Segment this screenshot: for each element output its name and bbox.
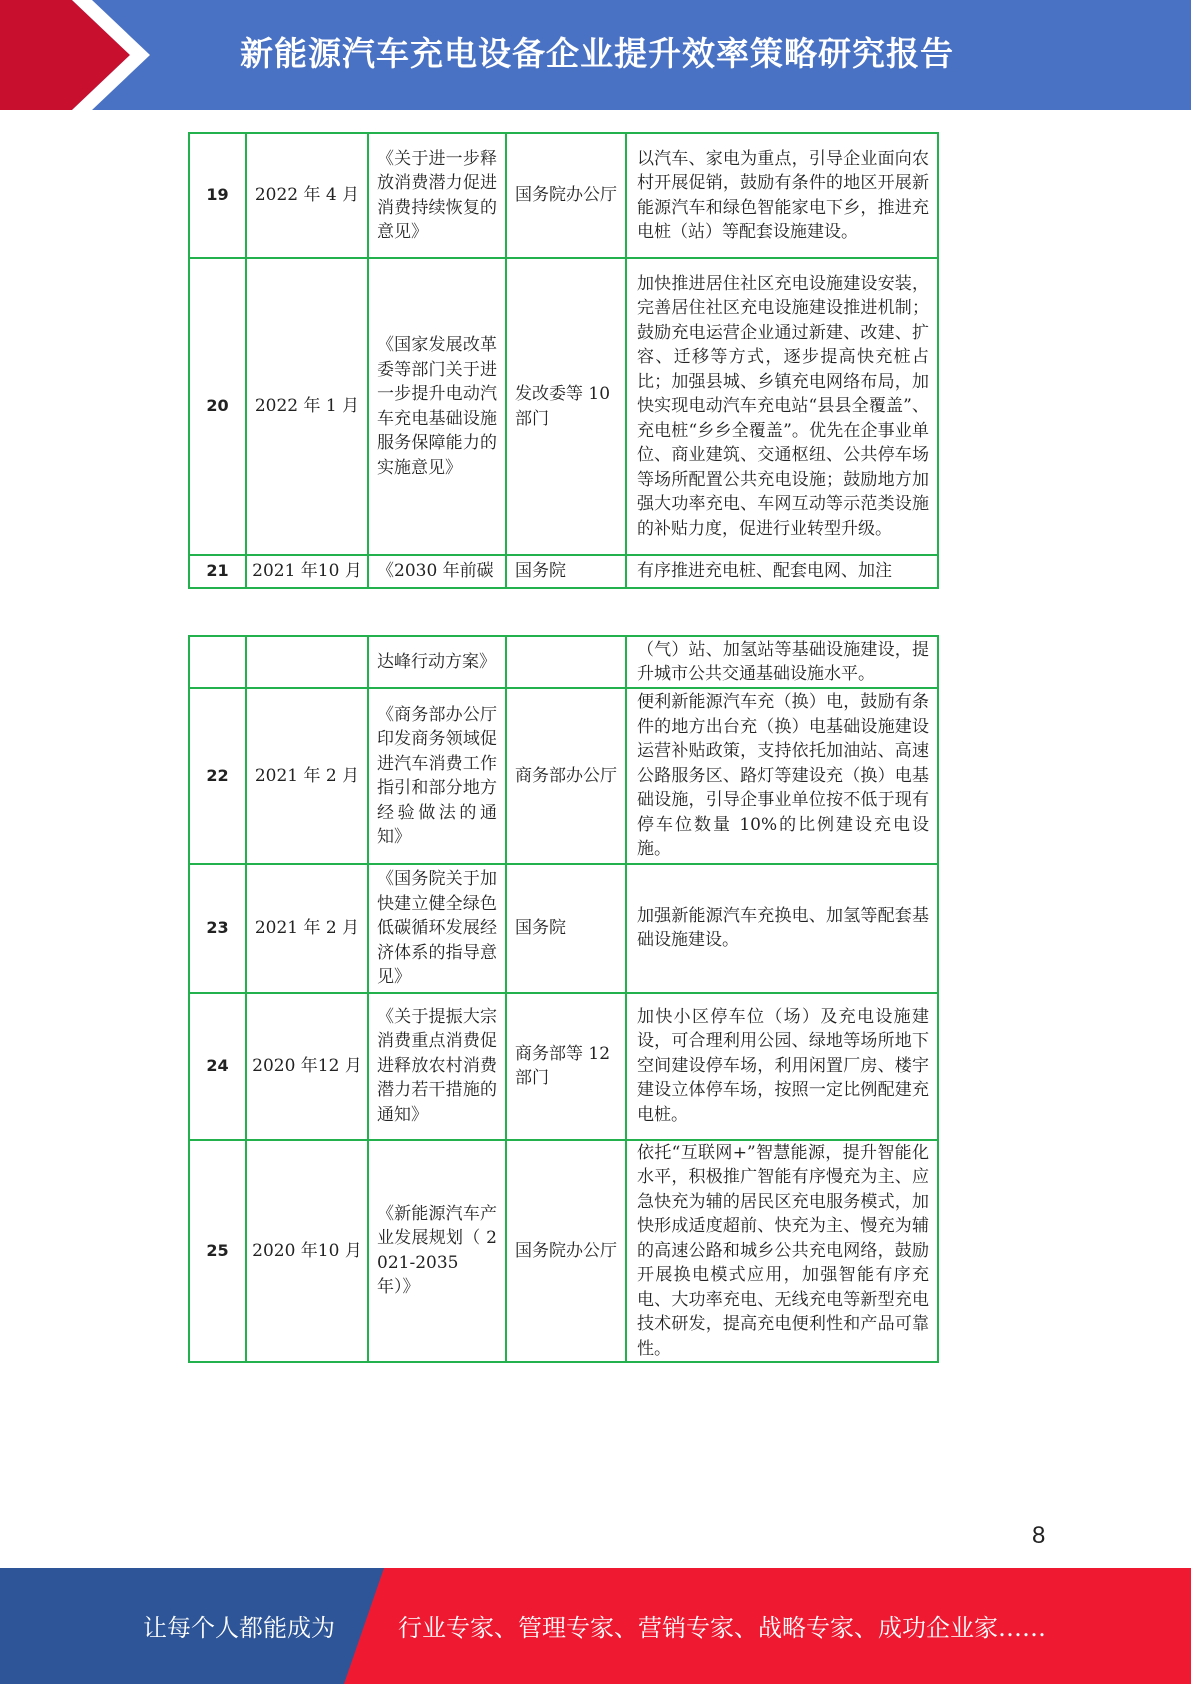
- row-number: 22: [189, 688, 246, 864]
- table-row: [189, 133, 938, 258]
- row-number: 21: [189, 555, 246, 588]
- row-date: 2020 年12 月: [246, 993, 368, 1140]
- row-issuer: 商务部等 12 部门: [506, 993, 626, 1140]
- row-date: 2021 年 2 月: [246, 864, 368, 993]
- row-number: [189, 636, 246, 688]
- policy-table-part-2: [188, 635, 939, 1363]
- row-date: 2020 年10 月: [246, 1140, 368, 1363]
- row-policy-name: 《新能源汽车产业发展规划（ 2021-2035 年）》: [368, 1140, 506, 1363]
- table-row: [189, 555, 938, 588]
- row-policy-name: 《商务部办公厅印发商务领域促进汽车消费工作指引和部分地方经验做法的通知》: [368, 688, 506, 864]
- table-row: [189, 993, 938, 1140]
- row-policy-name: 《国家发展改革委等部门关于进一步提升电动汽车充电基础设施服务保障能力的实施意见》: [368, 258, 506, 555]
- row-issuer: 商务部办公厅: [506, 688, 626, 864]
- table-row: [189, 864, 938, 993]
- row-number: 24: [189, 993, 246, 1140]
- row-content: （气）站、加氢站等基础设施建设，提升城市公共交通基础设施水平。: [626, 636, 938, 688]
- row-issuer: [506, 636, 626, 688]
- row-content: 有序推进充电桩、配套电网、加注: [626, 555, 938, 588]
- row-date: 2021 年 2 月: [246, 688, 368, 864]
- header-banner: [0, 0, 1191, 110]
- footer-slogan-right: 行业专家、管理专家、营销专家、战略专家、成功企业家……: [398, 1614, 1046, 1642]
- row-issuer: 发改委等 10 部门: [506, 258, 626, 555]
- row-issuer: 国务院办公厅: [506, 133, 626, 258]
- page-number: 8: [1032, 1522, 1046, 1549]
- row-date: 2022 年 1 月: [246, 258, 368, 555]
- row-content: 加快推进居住社区充电设施建设安装，完善居住社区充电设施建设推进机制；鼓励充电运营企业通过新建、改建、扩容、迁移等方式，逐步提高快充桩占比；加强县城、乡镇充电网络布局，加快实现电动汽车充电站“县县全覆盖”、充电桩“乡乡全覆盖”。优先在企事业单位、商业建筑、交通枢纽、公共停车场等场所配置公共充电设施；鼓励地方加强大功率充电、车网互动等示范类设施的补贴力度，促进行业转型升级。: [626, 258, 938, 555]
- row-number: 23: [189, 864, 246, 993]
- row-policy-name: 《关于进一步释放消费潜力促进消费持续恢复的意见》: [368, 133, 506, 258]
- row-content: 加强新能源汽车充换电、加氢等配套基础设施建设。: [626, 864, 938, 993]
- row-policy-name: 达峰行动方案》: [368, 636, 506, 688]
- row-number: 20: [189, 258, 246, 555]
- header-chevron-icon: [0, 0, 150, 110]
- row-number: 25: [189, 1140, 246, 1363]
- row-date: [246, 636, 368, 688]
- row-content: 加快小区停车位（场）及充电设施建设，可合理利用公园、绿地等场所地下空间建设停车场，利用闲置厂房、楼宇建设立体停车场，按照一定比例配建充电桩。: [626, 993, 938, 1140]
- table-row: [189, 258, 938, 555]
- footer-banner: [0, 1568, 1191, 1684]
- row-content: 依托“互联网+”智慧能源，提升智能化水平，积极推广智能有序慢充为主、应急快充为辅的居民区充电服务模式，加快形成适度超前、快充为主、慢充为辅的高速公路和城乡公共充电网络，鼓励开展换电模式应用，加强智能有序充电、大功率充电、无线充电等新型充电技术研发，提高充电便利性和产品可靠性。: [626, 1140, 938, 1363]
- row-issuer: 国务院: [506, 864, 626, 993]
- row-policy-name: 《2030 年前碳: [368, 555, 506, 588]
- row-issuer: 国务院: [506, 555, 626, 588]
- row-number: 19: [189, 133, 246, 258]
- table-row: [189, 688, 938, 864]
- table-row: [189, 1140, 938, 1363]
- row-content: 以汽车、家电为重点，引导企业面向农村开展促销，鼓励有条件的地区开展新能源汽车和绿色智能家电下乡，推进充电桩（站）等配套设施建设。: [626, 133, 938, 258]
- policy-table-part-1: [188, 132, 939, 589]
- row-date: 2022 年 4 月: [246, 133, 368, 258]
- row-date: 2021 年10 月: [246, 555, 368, 588]
- table-row: [189, 636, 938, 688]
- row-policy-name: 《关于提振大宗消费重点消费促进释放农村消费潜力若干措施的通知》: [368, 993, 506, 1140]
- row-policy-name: 《国务院关于加快建立健全绿色低碳循环发展经济体系的指导意见》: [368, 864, 506, 993]
- row-content: 便利新能源汽车充（换）电，鼓励有条件的地方出台充（换）电基础设施建设运营补贴政策，支持依托加油站、高速公路服务区、路灯等建设充（换）电基础设施，引导企事业单位按不低于现有停车位数量 10%的比例建设充电设施。: [626, 688, 938, 864]
- footer-slogan-left: 让每个人都能成为: [143, 1614, 335, 1642]
- document-title: 新能源汽车充电设备企业提升效率策略研究报告: [240, 34, 954, 73]
- row-issuer: 国务院办公厅: [506, 1140, 626, 1363]
